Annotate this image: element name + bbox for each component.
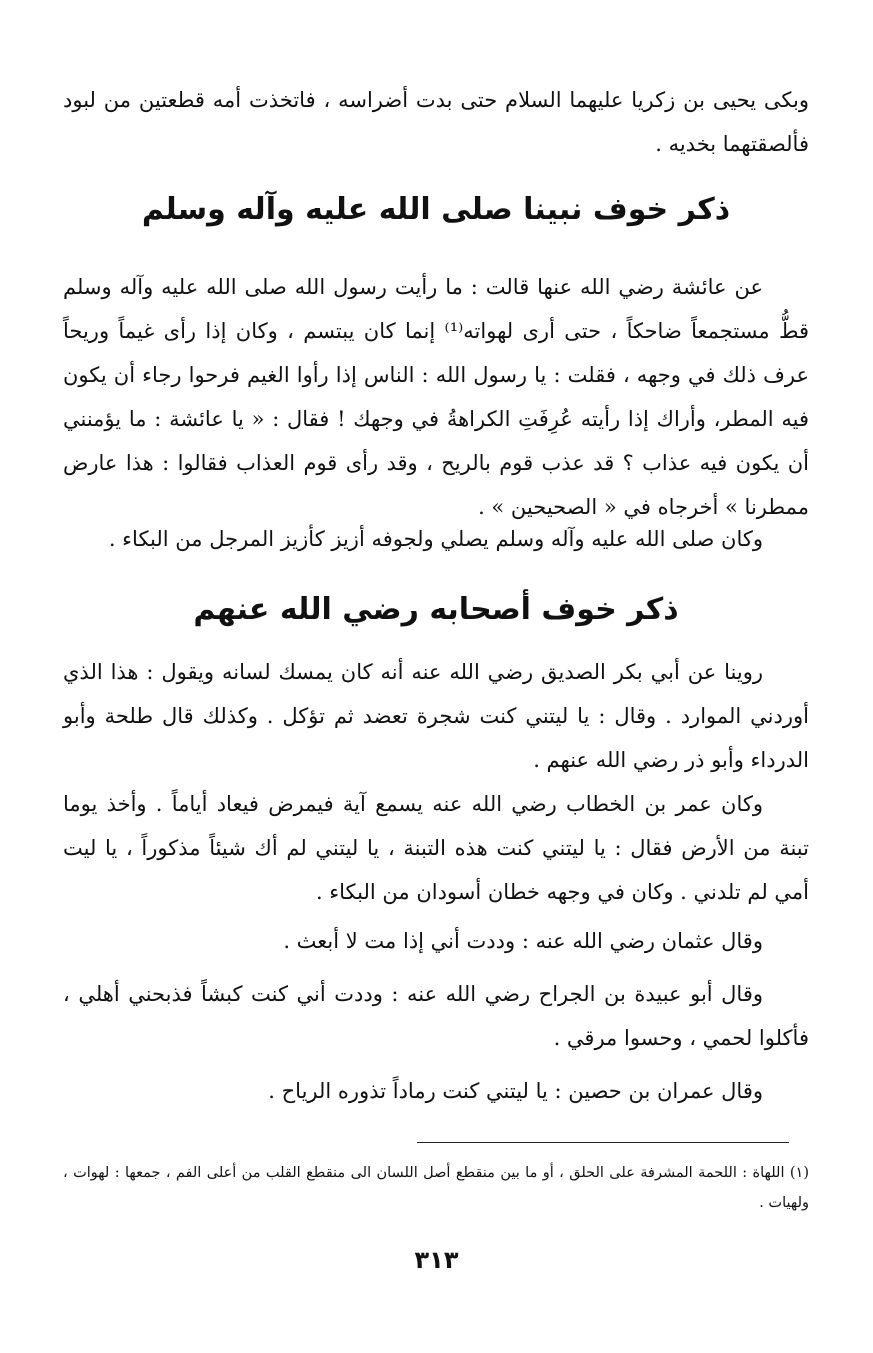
paragraph-imran: وقال عمران بن حصين : يا ليتني كنت رماداً تذوره الرياح . xyxy=(268,1079,763,1103)
paragraph-uthman: وقال عثمان رضي الله عنه : وددت أني إذا مت لا أبعث . xyxy=(283,929,763,953)
footnote-lahah: (١) اللهاة : اللحمة المشرفة على الحلق ، أو ما بين منقطع أصل اللسان الى منقطع القلب من أعلى الفم ، جمعها : لهوات ، ولهيات . xyxy=(63,1165,809,1211)
page-number: ٣١٣ xyxy=(414,1246,459,1274)
paragraph-prophet-prayer: وكان صلى الله عليه وآله وسلم يصلي ولجوفه أزيز كأزيز المرجل من البكاء . xyxy=(108,527,763,551)
paragraph-abu-bakr: روينا عن أبي بكر الصديق رضي الله عنه أنه كان يمسك لسانه ويقول : هذا الذي أوردني الموارد . وقال : يا ليتني كنت شجرة تعضد ثم تؤكل . وكذلك قال طلحة وأبو الدرداء وأبو ذر رضي الله عنهم . xyxy=(63,660,809,772)
footnote-separator xyxy=(417,1142,789,1143)
paragraph-umar: وكان عمر بن الخطاب رضي الله عنه يسمع آية فيمرض فيعاد أياماً . وأخذ يوما تبنة من الأرض فقال : يا ليتني كنت هذه التبنة ، يا ليتني لم أك شيئاً مذكوراً ، يا ليت أمي لم تلدني . وكان في وجهه خطان أسودان من البكاء . xyxy=(63,792,809,904)
paragraph-aisha-hadith: عن عائشة رضي الله عنها قالت : ما رأيت رسول الله صلى الله عليه وآله وسلم قطُّ مستجمعاً ضاحكاً ، حتى أرى لهواته⁽¹⁾ إنما كان يبتسم ، وكان إذا رأى غيماً وريحاً عرف ذلك في وجهه ، فقلت : يا رسول الله : الناس إذا رأوا الغيم فرحوا رجاء أن يكون فيه المطر، وأراك إذا رأيته عُرِفَتِ الكراهةُ في وجهك ! فقال : « يا عائشة : ما يؤمنني أن يكون فيه عذاب ؟ قد عذب قوم بالريح ، وقد رأى قوم العذاب فقالوا : هذا عارض ممطرنا » أخرجاه في « الصحيحين » . xyxy=(63,275,809,519)
paragraph-abu-ubaidah: وقال أبو عبيدة بن الجراح رضي الله عنه : وددت أني كنت كبشاً فذبحني أهلي ، فأكلوا لحمي ، وحسوا مرقي . xyxy=(63,982,809,1050)
section-heading-companions-fear: ذكر خوف أصحابه رضي الله عنهم xyxy=(193,592,679,627)
section-heading-prophet-fear: ذكر خوف نبينا صلى الله عليه وآله وسلم xyxy=(141,192,731,227)
paragraph-yahya: وبكى يحيى بن زكريا عليهما السلام حتى بدت أضراسه ، فاتخذت أمه قطعتين من لبود فألصقتهما بخديه . xyxy=(63,88,809,156)
